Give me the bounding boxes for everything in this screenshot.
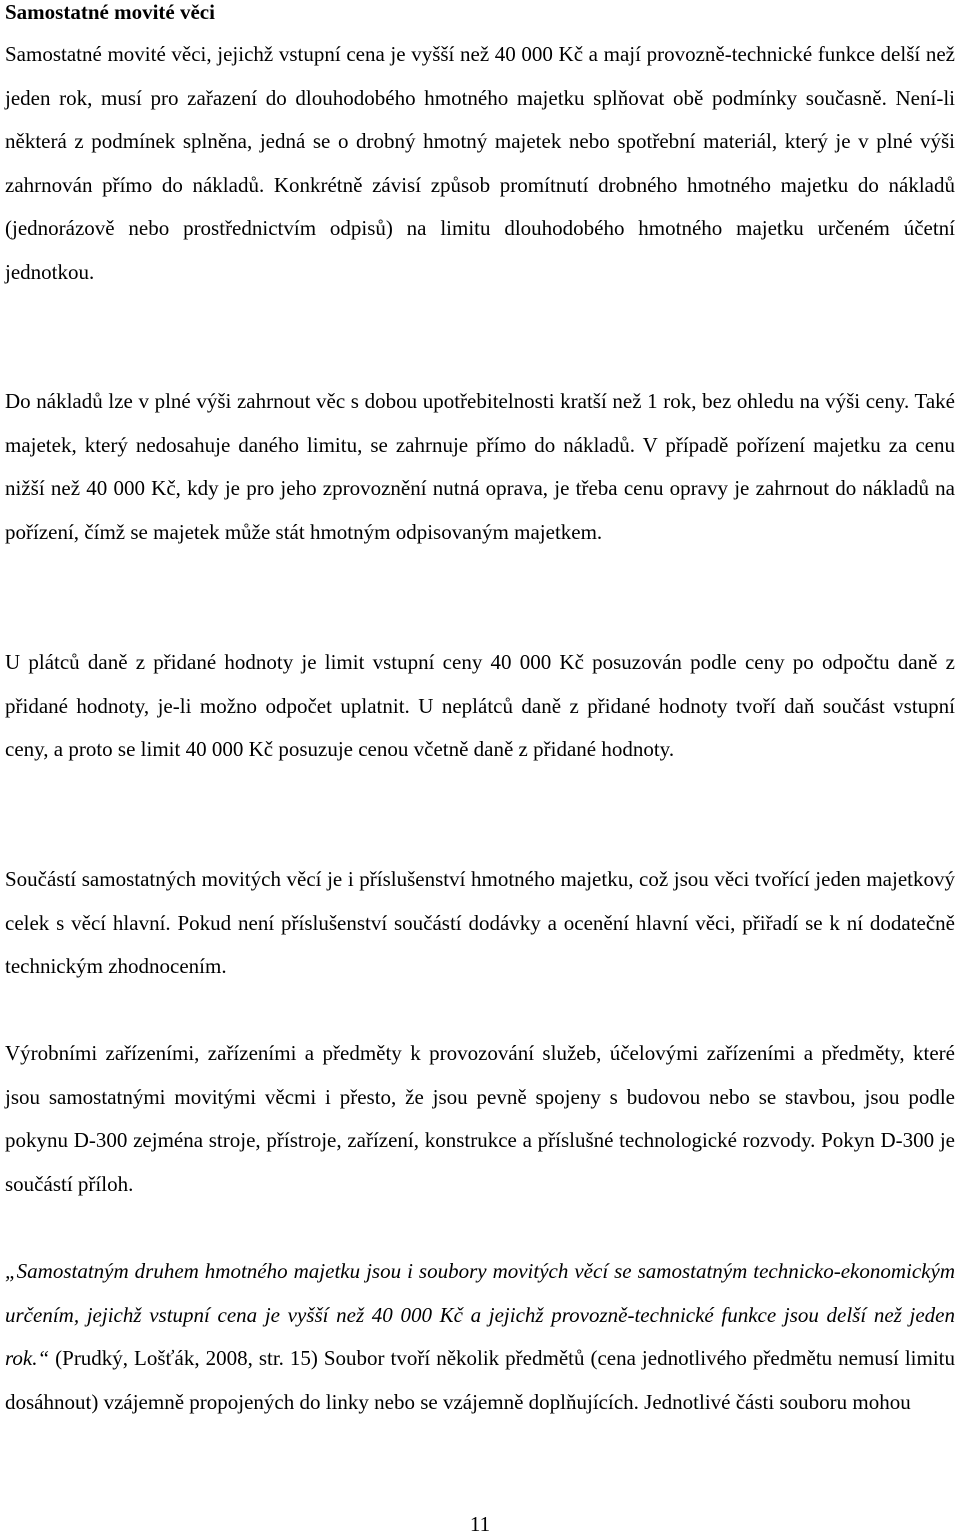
paragraph-accessories: Součástí samostatných movitých věcí je i příslušenství hmotného majetku, což jsou věci tvořící jeden majetkový celek s věcí hlavní. Pokud není příslušenství součástí dodávky a ocenění hlavní věci, přiřadí se k ní dodatečně technickým zhodnocením. [5, 867, 955, 979]
paragraph-production-equipment: Výrobními zařízeními, zařízeními a předměty k provozování služeb, účelovými zařízeními a předměty, které jsou samostatnými movitými věcmi i přesto, že jsou pevně spojeny s budovou nebo se stavbou, jsou podle pokynu D-300 zejména stroje, přístroje, zařízení, konstrukce a příslušné technologické rozvody. Pokyn D-300 je součástí příloh. [5, 1041, 955, 1196]
citation-quote: „Samostatným druhem hmotného majetku jsou i soubory movitých věcí se samostatným technicko-ekonomickým určením, jejichž vstupní cena je vyšší než 40 000 Kč a jejichž provozně-technické funkce jsou delší než jeden rok.“ [5, 1259, 955, 1371]
section-heading: Samostatné movité věci [5, 0, 215, 24]
citation-continuation: (Prudký, Lošťák, 2008, str. 15) Soubor tvoří několik předmětů (cena jednotlivého předmětu nemusí limitu dosáhnout) vzájemně propojených do linky nebo se vzájemně doplňujících. Jednotlivé části souboru mohou [5, 1346, 955, 1414]
page-number: 11 [469, 1512, 491, 1536]
paragraph-definition: Samostatné movité věci, jejichž vstupní cena je vyšší než 40 000 Kč a mají provozně-technické funkce delší než jeden rok, musí pro zařazení do dlouhodobého hmotného majetku splňovat obě podmínky současně. Není-li některá z podmínek splněna, jedná se o drobný hmotný majetek nebo spotřební materiál, který je v plné výši zahrnován přímo do nákladů. Konkrétně závisí způsob promítnutí drobného hmotného majetku do nákladů (jednorázově nebo prostřednictvím odpisů) na limitu dlouhodobého hmotného majetku určeném účetní jednotkou. [5, 42, 955, 284]
paragraph-sets-of-things [5, 1250, 955, 1424]
paragraph-vat: U plátců daně z přidané hodnoty je limit vstupní ceny 40 000 Kč posuzován podle ceny po odpočtu daně z přidané hodnoty, je-li možno odpočet uplatnit. U neplátců daně z přidané hodnoty tvoří daň součást vstupní ceny, a proto se limit 40 000 Kč posuzuje cenou včetně daně z přidané hodnoty. [5, 650, 955, 762]
paragraph-expenses: Do nákladů lze v plné výši zahrnout věc s dobou upotřebitelnosti kratší než 1 rok, bez ohledu na výši ceny. Také majetek, který nedosahuje daného limitu, se zahrnuje přímo do nákladů. V případě pořízení majetku za cenu nižší než 40 000 Kč, kdy je pro jeho zprovoznění nutná oprava, je třeba cenu opravy je zahrnout do nákladů na pořízení, čímž se majetek může stát hmotným odpisovaným majetkem. [5, 389, 955, 544]
